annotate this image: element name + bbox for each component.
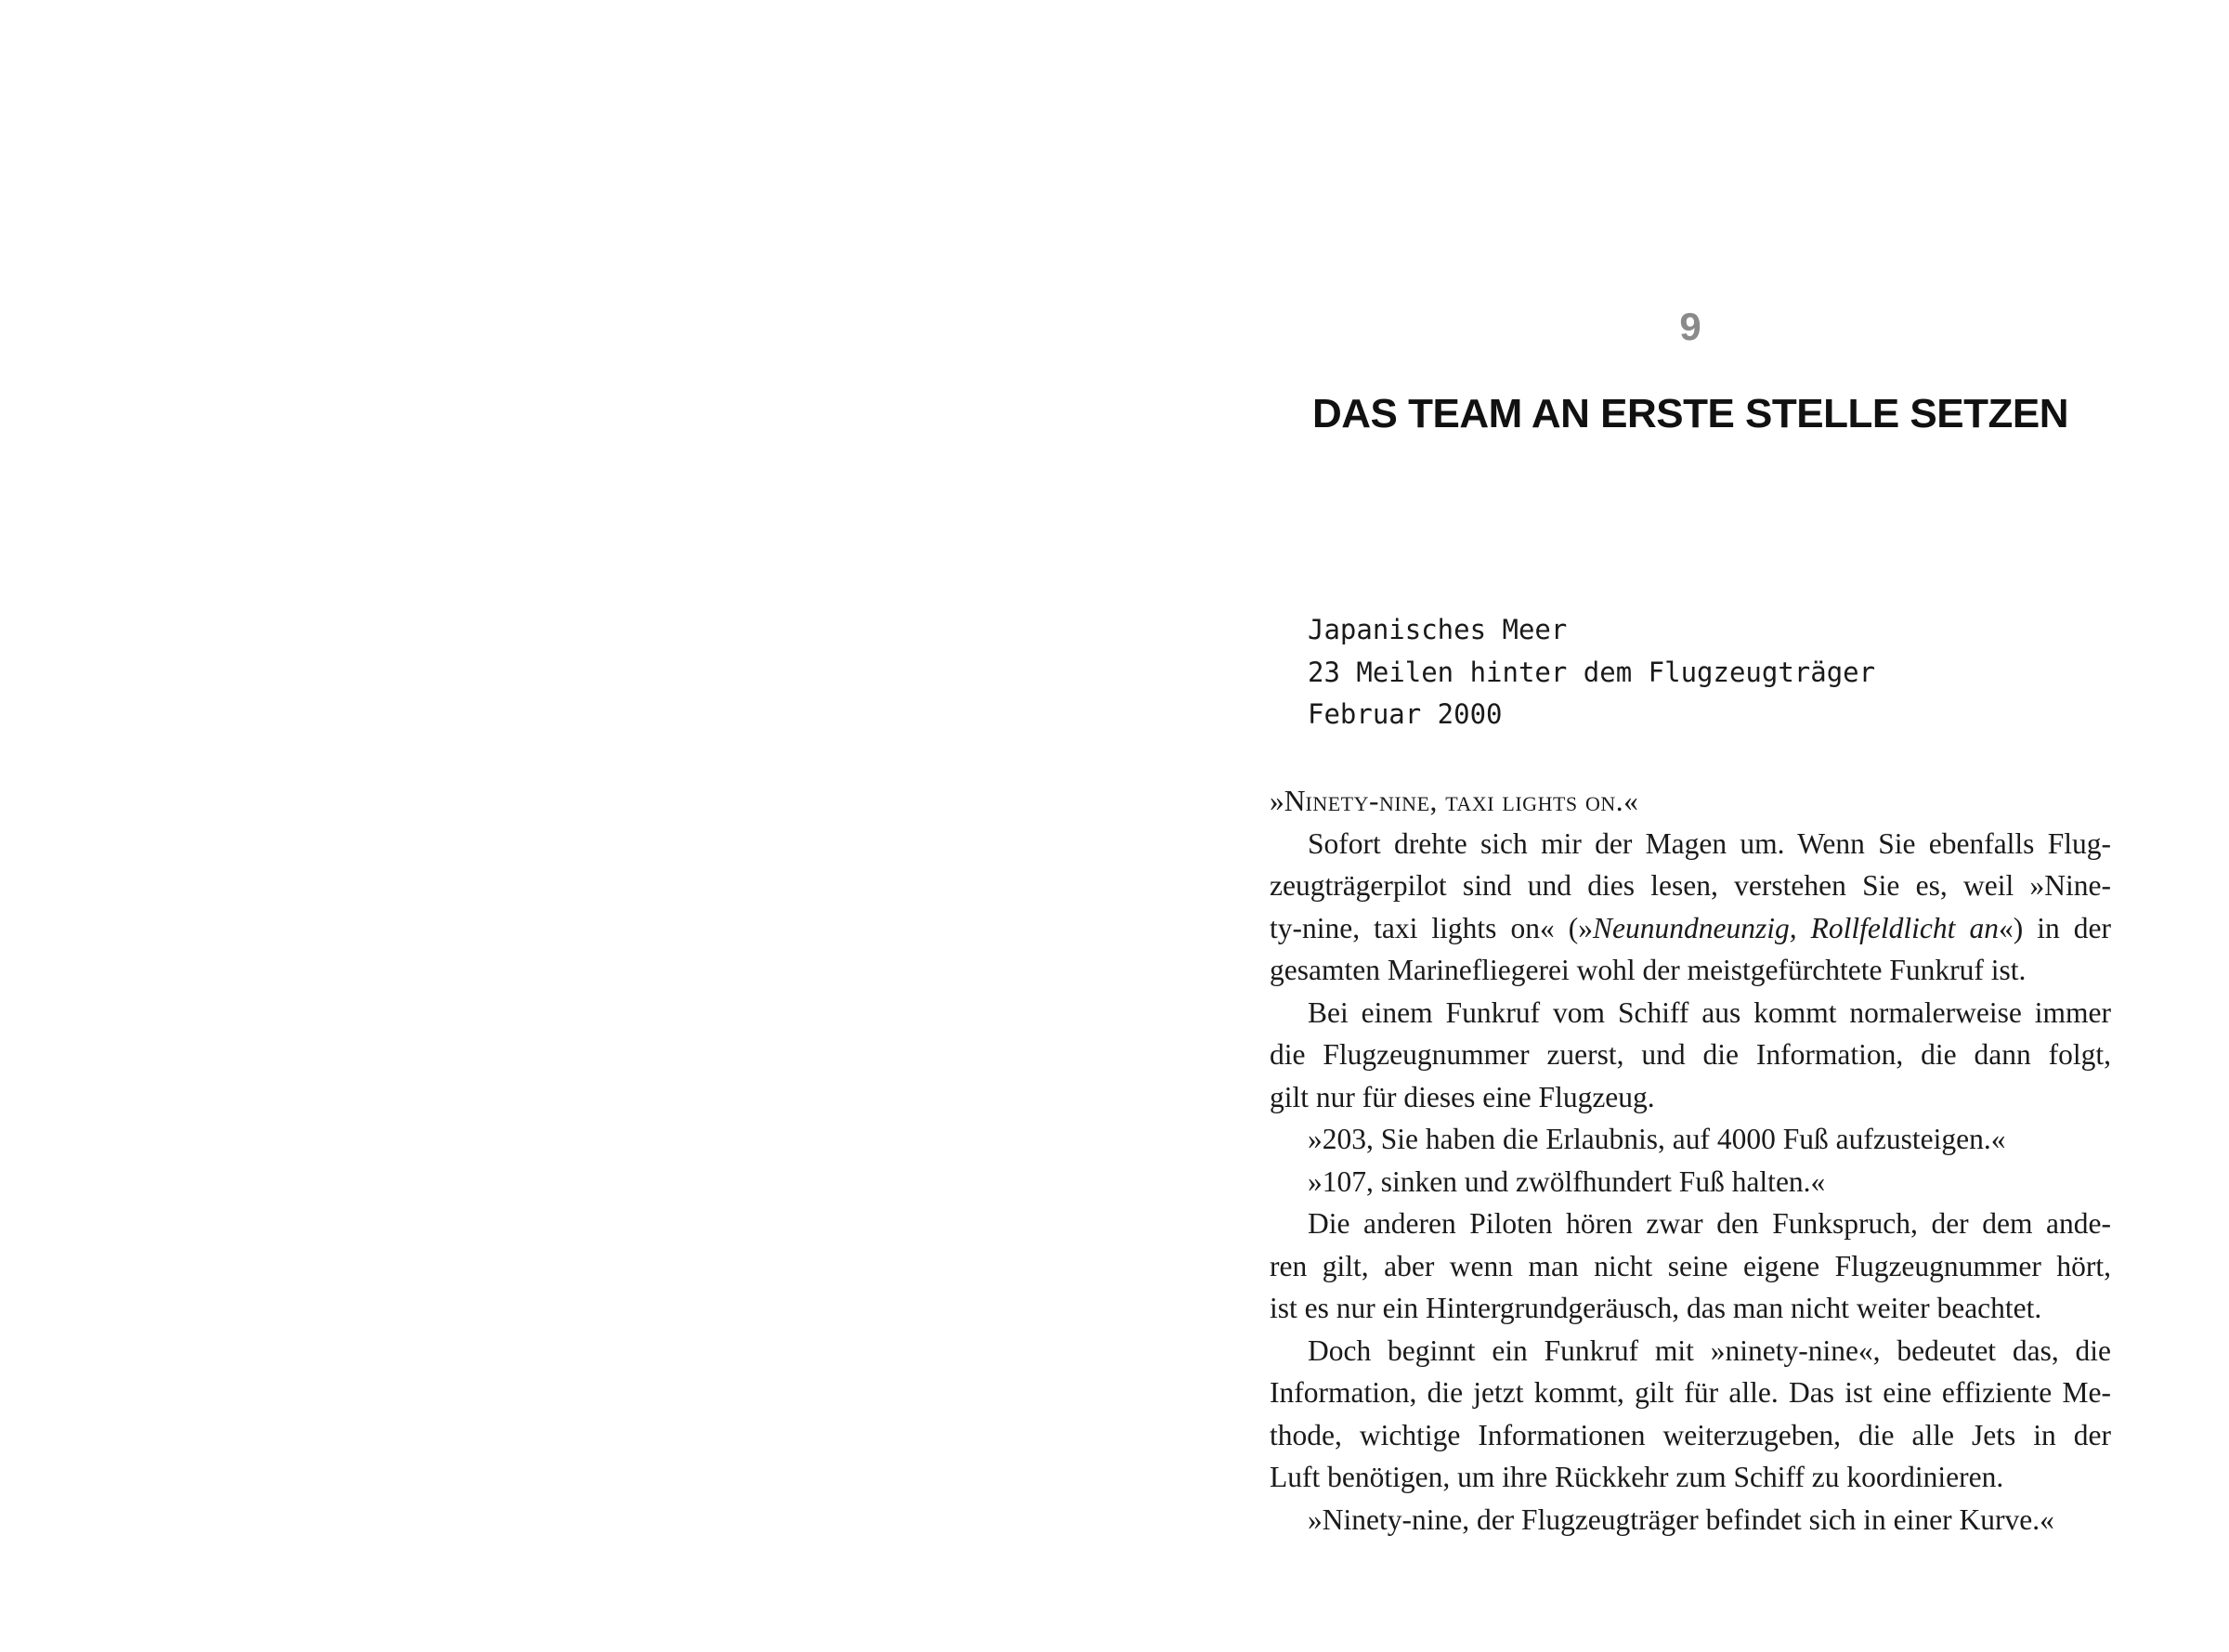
opening-line xyxy=(1270,780,2111,823)
paragraph-3 xyxy=(1270,1118,2111,1161)
paragraph-line: »107, sinken und zwölfhundert Fuß halten.« xyxy=(1308,1164,1826,1198)
paragraph-line: Die anderen Piloten hören zwar den Funkspruch, der dem ande- xyxy=(1308,1207,2111,1240)
paragraph-line: »203, Sie haben die Erlaubnis, auf 4000 Fuß aufzusteigen.« xyxy=(1308,1123,2006,1155)
line-text: «) in der xyxy=(1998,911,2112,944)
dateline xyxy=(1308,609,2106,736)
paragraph-7 xyxy=(1270,1499,2111,1541)
paragraph-line: gilt nur für dieses eine Flugzeug. xyxy=(1270,1080,1655,1113)
paragraph-line: gesamten Marinefliegerei wohl der meistgefürchtete Funkruf ist. xyxy=(1270,954,2027,986)
paragraph-line: »Ninety-nine, der Flugzeugträger befindet sich in einer Kurve.« xyxy=(1308,1502,2054,1536)
chapter-number: 9 xyxy=(1679,305,1701,348)
paragraph-line: ist es nur ein Hintergrundgeräusch, das man nicht weiter beachtet. xyxy=(1270,1292,2042,1324)
dateline-date: Februar 2000 xyxy=(1308,698,1503,730)
chapter-title: DAS TEAM AN ERSTE STELLE SETZEN xyxy=(1311,391,2069,436)
dateline-location: Japanisches Meer xyxy=(1308,614,1568,645)
left-page-blank xyxy=(0,0,1114,1652)
paragraph-line-with-italic xyxy=(1270,907,2111,950)
paragraph-line: zeugträgerpilot sind und dies lesen, verstehen Sie es, weil »Nine- xyxy=(1270,869,2111,902)
dateline-position: 23 Meilen hinter dem Flugzeugträger xyxy=(1308,656,1876,688)
paragraph-line: die Flugzeugnummer zuerst, und die Information, die dann folgt, xyxy=(1270,1038,2111,1071)
paragraph-1 xyxy=(1270,823,2111,992)
paragraph-2 xyxy=(1270,992,2111,1119)
line-text: ty-nine, taxi lights on« (» xyxy=(1270,911,1594,944)
italic-translation: Neunundneunzig, Rollfeldlicht an xyxy=(1593,911,1999,944)
paragraph-line: thode, wichtige Informationen weiterzugeben, die alle Jets in der xyxy=(1270,1418,2111,1451)
paragraph-line: Information, die jetzt kommt, gilt für alle. Das ist eine effiziente Me- xyxy=(1270,1376,2111,1409)
opening-quote-end: « xyxy=(1623,785,1638,817)
opening-quote-start: »N xyxy=(1270,785,1306,817)
paragraph-line: Doch beginnt ein Funkruf mit »ninety-nine«, bedeutet das, die xyxy=(1308,1333,2111,1367)
chapter-body xyxy=(1270,780,2111,1541)
paragraph-5 xyxy=(1270,1203,2111,1330)
paragraph-6 xyxy=(1270,1330,2111,1499)
paragraph-4 xyxy=(1270,1161,2111,1203)
paragraph-line: Luft benötigen, um ihre Rückkehr zum Schiff zu koordinieren. xyxy=(1270,1461,2004,1493)
paragraph-line: ren gilt, aber wenn man nicht seine eigene Flugzeugnummer hört, xyxy=(1270,1249,2111,1282)
paragraph-line: Bei einem Funkruf vom Schiff aus kommt normalerweise immer xyxy=(1308,995,2111,1029)
opening-smallcaps: inety-nine, taxi lights on. xyxy=(1305,785,1624,817)
paragraph-line: Sofort drehte sich mir der Magen um. Wenn Sie ebenfalls Flug- xyxy=(1308,826,2111,860)
